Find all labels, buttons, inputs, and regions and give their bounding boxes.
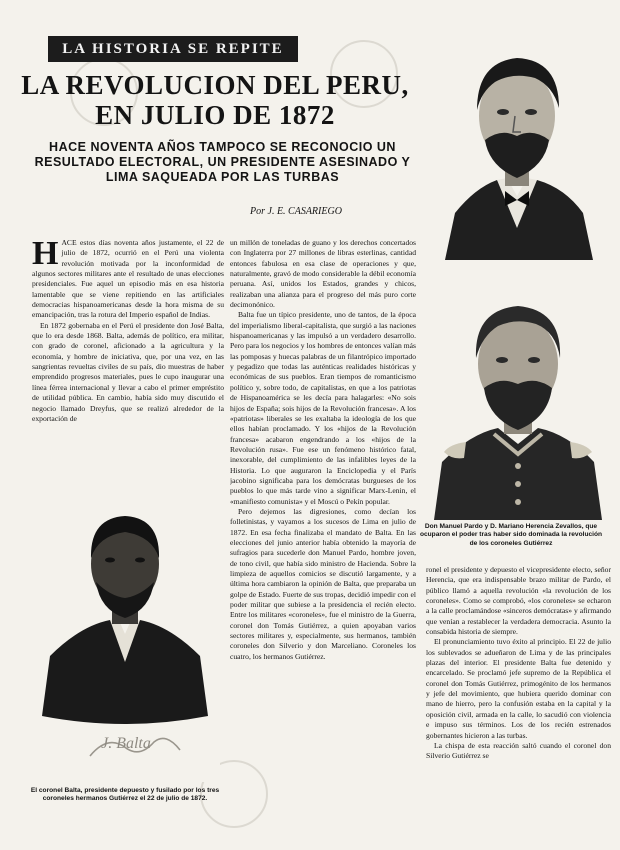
portrait-herencia-illustration — [430, 284, 605, 520]
paragraph: ronel el presidente y depuesto el vicepresidente electo, señor Herencia, que era indispensable brazo militar de Pardo, el público llamó a aquella revolución «la revolución de los coroneles». Como se comprobó, «los coroneles» se echaron a la calle proclamándose «sinceros demócratas» y afirmando que venían a restablecer la verdadera democracia. Asunto la consabida historia de siempre. — [426, 565, 611, 637]
paragraph: El pronunciamiento tuvo éxito al principio. El 22 de julio los sublevados se adueñaron de Lima y de las principales plazas del interior. El presidente Balta fue detenido y encarcelado. Se proclamó jefe supremo de la República el coronel don Tomás Gutiérrez, primogénito de los hermanos y jefe del movimiento, que hubiera querido dominar con mano de hierro, pero la confusión estaba en la capital y la oposición civil, armada en la calle, lo sacudió con violencia e impuso sus términos. Los de los recién estrenados gobernantes hicieron a las turbas. — [426, 637, 611, 740]
portrait-pardo — [435, 28, 600, 260]
portrait-pardo-illustration — [435, 28, 600, 260]
paragraph: un millón de toneladas de guano y los derechos concertados con Inglaterra por 27 millones de libras esterlinas, cantidad entonces fabulosa en esa clase de operaciones y que, naturalmente, gravó de modo considerable la débil economía peruana. Así, unidos los Estados, grandes y chicos, realizaban una alianza para el progreso del más puro corte decimonónico. — [230, 238, 416, 310]
paragraph: Balta fue un típico presidente, uno de tantos, de la época del imperialismo liberal-capitalista, que surgió a las naciones hispanoamericanas y las impulsó a un verdadero desarrollo. Pero para los negocios y los hombres de entonces valían más las pomposas y huecas palabras de un filantrópico importado y pegadizo que todas las auténticas realidades históricas y económicas de sus pueblos. Eran tiempos de romanticismo político y, sobre todo, de capitalistas, en que a los patriotas de Hispanoamérica se les decía para halagarles: «No sois hijos de España; sois hijos de la Revolución francesa». A los «patriotas» liberales se les exaltaba la ideología de los que ellos habían proclamado. Y los «hijos de la Revolución francesa» acabaron engendrando a los «hijos de la Revolución rusa». Fue ese un fenómeno histórico fatal, inexorable, del cumplimiento de las infalibles leyes de la Historia. Lo que auguraron la Enciclopedia y el París jacobino significaba para los demócratas burgueses de los pueblos lo que más tarde vino a significar Marx-Lenin, el «manifiesto comunista» y el Moscú o Pekín popular. — [230, 310, 416, 506]
article-column-3 — [426, 565, 611, 845]
signature: J. Balta — [101, 735, 151, 752]
headline-line-1: LA REVOLUCION DEL PERU, — [21, 70, 409, 100]
portrait-balta-illustration — [30, 486, 220, 782]
drop-cap: H — [32, 238, 59, 272]
paragraph: En 1872 gobernaba en el Perú el presidente don José Balta, que lo era desde 1868. Balta, además de político, era militar, con grado de coronel, aficionado a la agricultura y la economía, y hombre de iniciativa, que, por una vez, en las sangrientas revueltas civiles de su país, dio muestras de haber emprendido progresos materiales, pues le cupo inaugurar una línea férrea internacional y llevar a cabo el primer empréstito de utilidad pública. En cambio, había sido muy discutido el negocio llamado Dreyfus, que se realizó alrededor de la exportación de — [32, 320, 224, 423]
paragraph: Pero dejemos las digresiones, como decían los folletinistas, y vayamos a los sucesos de Lima en julio de 1872. En esa fecha finalizaba el mandato de Balta. En las elecciones del junio anterior había obtenido la mayoría de sufragios para sucederle don Manuel Pardo, hombre joven, de tono civil, que había sido ministro de Hacienda. Sobre la limpieza de aquellos comicios se discutió largamente, y a última hora cambiaron la opinión de Balta, que preparaba un golpe de Estado. Fuerte de sus tropas, decidió impedir con el poder militar que subiese a la presidencia el recién electo. Entre los militares «coroneles», fue el ministro de la Guerra, coronel don Tomás Gutiérrez, a quien apoyaban varios sectores militares y, especialmente, sus hermanos, también coroneles don Silverio y don Marceliano. Coroneles los cuatro, los hermanos Gutiérrez. — [230, 506, 416, 661]
paragraph: ACE estos días noventa años justamente, el 22 de julio de 1872, ocurrió en el Perú una violenta revolución motivada por la inconformidad de algunos sectores militares ante el resultado de unas elecciones presidenciales. Fue aquel un episodio más en esa historia lamentable que se viene repitiendo en las artificiales democracias hispanoamericanas desde la hora misma de su emancipación, tras la rotura del Imperio español de Indias. — [32, 238, 224, 320]
subheadline: HACE NOVENTA AÑOS TAMPOCO SE RECONOCIO UN RESULTADO ELECTORAL, UN PRESIDENTE ASESINADO Y LIMA SAQUEADA POR LAS TURBAS — [34, 140, 411, 184]
paragraph: La chispa de esta reacción saltó cuando el coronel don Silverio Gutiérrez se — [426, 740, 611, 761]
headline — [20, 70, 410, 130]
section-banner: LA HISTORIA SE REPITE — [48, 36, 298, 62]
caption-right: Don Manuel Pardo y D. Mariano Herencia Zevallos, que ocuparon el poder tras haber sido dominada la revolución de los coroneles Gutiérrez — [419, 523, 603, 547]
portrait-herencia — [430, 284, 605, 520]
headline-line-2: EN JULIO DE 1872 — [95, 100, 335, 130]
caption-left: El coronel Balta, presidente depuesto y fusilado por los tres coroneles hermanos Gutiérrez el 22 de julio de 1872. — [30, 787, 220, 803]
article-column-2 — [230, 238, 416, 838]
portrait-balta — [30, 486, 220, 782]
article-column-1 — [32, 238, 224, 480]
byline: Por J. E. CASARIEGO — [250, 206, 342, 217]
